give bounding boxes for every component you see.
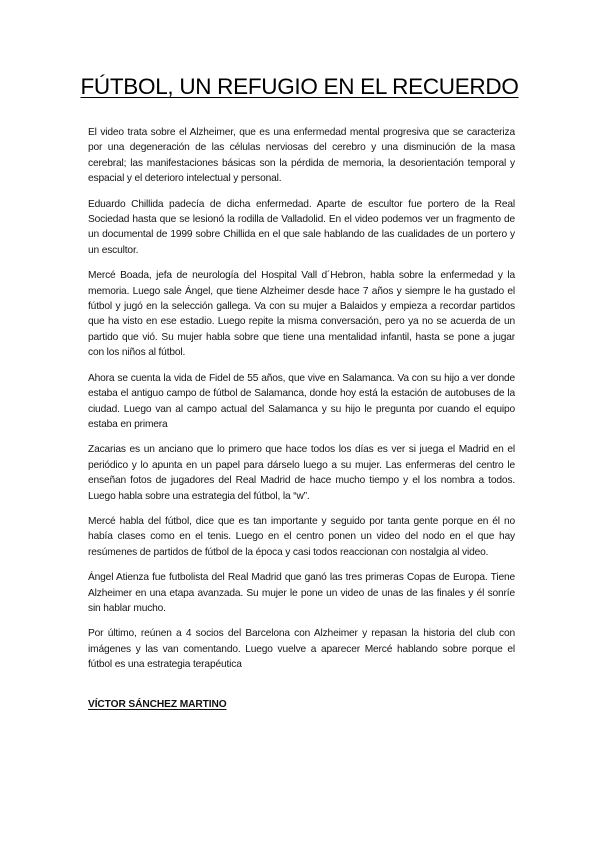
author-name: VÍCTOR SÁNCHEZ MARTINO	[88, 698, 227, 710]
paragraph-angel-atienza: Ángel Atienza fue futbolista del Real Madrid que ganó las tres primeras Copas de Europa. Tiene Alzheimer en una etapa avanzada. Su mujer le pone un video de unas de las finales y él sonríe sin hablar mucho.	[88, 572, 515, 614]
paragraph-zacarias: Zacarias es un anciano que lo primero que hace todos los días es ver si juega el Madrid en el periódico y lo apunta en un papel para dárselo luego a su mujer. Las enfermeras del centro le enseñan fotos de jugadores del Real Madrid de hace mucho tiempo y el los nombra a todos. Luego habla sobre una estrategia del fútbol, la “w”.	[88, 444, 515, 502]
document-body	[88, 125, 515, 710]
paragraph-chillida: Eduardo Chillida padecía de dicha enfermedad. Aparte de escultor fue portero de la Real Sociedad hasta que se lesionó la rodilla de Valladolid. En el video podemos ver un fragmento de un documental de 1999 sobre Chillida en el que sale hablando de las cualidades de un portero y un escultor.	[88, 198, 515, 256]
document-title: FÚTBOL, UN REFUGIO EN EL RECUERDO	[80, 74, 519, 99]
paragraph-alzheimer-intro: El video trata sobre el Alzheimer, que es una enfermedad mental progresiva que se caracteriza por una degeneración de las células nerviosas del cerebro y una disminución de la masa cerebral; las manifestaciones básicas son la pérdida de memoria, la desorientación temporal y espacial y el deterioro intelectual y personal.	[88, 127, 515, 185]
paragraph-merce-angel: Mercé Boada, jefa de neurología del Hospital Vall d´Hebron, habla sobre la enfermedad y la memoria. Luego sale Ángel, que tiene Alzheimer desde hace 7 años y siempre le ha gustado el fútbol y jugó en la selección gallega. Va con su mujer a Balaidos y empieza a recordar partidos que ha visto en ese estadio. Luego repite la misma conversación, pero ya no se acuerda de un partido que vió. Su mujer habla sobre que tiene una mentalidad infantil, hasta se pone a jugar con los niños al fútbol.	[88, 270, 515, 359]
paragraph-merce-futbol: Mercé habla del fútbol, dice que es tan importante y seguido por tanta gente porque en él no había clases como en el tenis. Luego en el centro ponen un video del nodo en el que hay resúmenes de partidos de fútbol de la época y casi todos reaccionan con nostalgia al video.	[88, 515, 515, 558]
paragraph-barcelona: Por último, reúnen a 4 socios del Barcelona con Alzheimer y repasan la historia del club con imágenes y las van comentando. Luego vuelve a aparecer Mercé hablando sobre porque el fútbol es una estrategia terapéutica	[88, 628, 515, 671]
paragraph-fidel: Ahora se cuenta la vida de Fidel de 55 años, que vive en Salamanca. Va con su hijo a ver donde estaba el antiguo campo de fútbol de Salamanca, donde hoy está la estación de autobuses de la ciudad. Luego van al campo actual del Salamanca y su hijo le pregunta por cuando el equipo estaba en primera	[88, 372, 515, 430]
